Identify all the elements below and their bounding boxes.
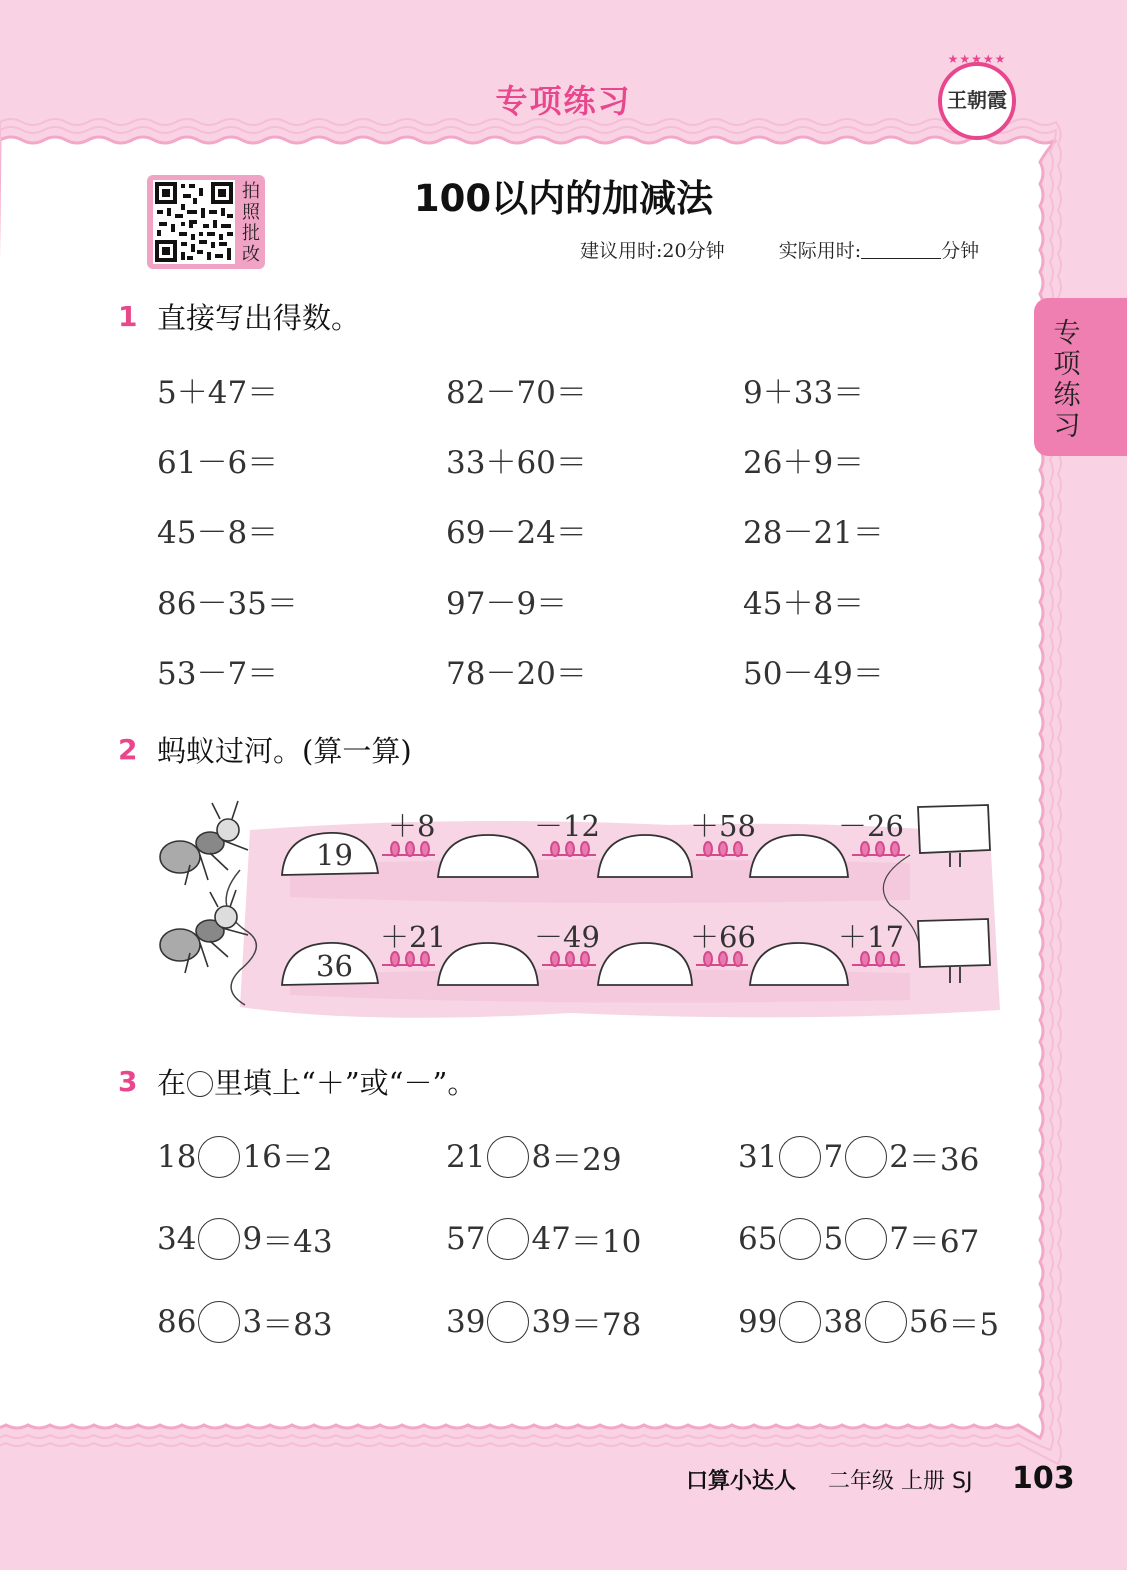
problem: 61－6＝ xyxy=(157,445,279,481)
ant-op: －49 xyxy=(534,920,600,954)
fill-problem: 34 9 ＝43 xyxy=(157,1216,333,1261)
fill-problem: 31 7 2 ＝36 xyxy=(738,1134,979,1179)
answer-circle[interactable] xyxy=(779,1301,821,1343)
page-title: 100以内的加减法 xyxy=(413,177,714,220)
logo-text: 王朝霞 xyxy=(947,88,1007,112)
problem: 5＋47＝ xyxy=(157,375,279,411)
problem: 33＋60＝ xyxy=(446,445,587,481)
problem: 45＋8＝ xyxy=(743,586,865,622)
problem: 53－7＝ xyxy=(157,656,279,692)
fill-problem: 39 39 ＝78 xyxy=(446,1299,641,1344)
time-line xyxy=(580,236,979,263)
answer-circle[interactable] xyxy=(198,1301,240,1343)
section-3-title-part: 里填上“＋”或“－”。 xyxy=(214,1066,477,1100)
problem: 45－8＝ xyxy=(157,515,279,551)
fill-problem: 99 38 56 ＝5 xyxy=(738,1299,999,1344)
actual-time-blank[interactable] xyxy=(861,240,941,259)
ant-op: －26 xyxy=(838,809,904,843)
actual-time-unit: 分钟 xyxy=(941,240,980,262)
footer-book-info xyxy=(686,1464,972,1495)
header-title: 专项练习 xyxy=(495,82,632,120)
answer-circle[interactable] xyxy=(198,1136,240,1178)
problem: 86－35＝ xyxy=(157,586,298,622)
footer-grade: 二年级 上册 SJ xyxy=(828,1469,973,1494)
ant-op: ＋17 xyxy=(838,920,904,954)
qr-label: 拍照批改 xyxy=(242,181,260,265)
page-number: 103 xyxy=(1012,1461,1075,1496)
answer-circle[interactable] xyxy=(779,1218,821,1260)
ant-row-2-start: 36 xyxy=(316,949,353,983)
problem: 78－20＝ xyxy=(446,656,587,692)
answer-circle[interactable] xyxy=(845,1218,887,1260)
answer-circle[interactable] xyxy=(198,1218,240,1260)
side-tab[interactable] xyxy=(1034,298,1127,456)
answer-circle[interactable] xyxy=(487,1301,529,1343)
problem: 50－49＝ xyxy=(743,656,884,692)
section-3-title-part: 在 xyxy=(157,1066,187,1100)
problem: 9＋33＝ xyxy=(743,375,865,411)
section-1-title: 直接写出得数。 xyxy=(157,301,361,335)
problem: 97－9＝ xyxy=(446,586,568,622)
actual-time-label: 实际用时: xyxy=(778,240,862,262)
section-2-title: 蚂蚁过河。(算一算) xyxy=(157,734,412,768)
footer-book-name: 口算小达人 xyxy=(686,1469,797,1494)
answer-circle[interactable] xyxy=(865,1301,907,1343)
side-tab-label: 专项练习 xyxy=(1053,318,1081,442)
brand-logo xyxy=(938,52,1016,140)
answer-circle[interactable] xyxy=(779,1136,821,1178)
fill-problem: 21 8 ＝29 xyxy=(446,1134,622,1179)
ant-op: ＋58 xyxy=(690,809,756,843)
problem: 26＋9＝ xyxy=(743,445,865,481)
problem: 82－70＝ xyxy=(446,375,587,411)
answer-circle[interactable] xyxy=(487,1136,529,1178)
ant-row-1-start: 19 xyxy=(316,838,353,872)
ant-icon xyxy=(160,890,248,973)
section-2-number: 2 xyxy=(118,733,138,766)
problem: 69－24＝ xyxy=(446,515,587,551)
ant-op: －12 xyxy=(534,809,600,843)
answer-circle[interactable] xyxy=(845,1136,887,1178)
logo-stars: ★★★★★ xyxy=(947,52,1007,66)
answer-circle[interactable] xyxy=(487,1218,529,1260)
fill-problem: 57 47 ＝10 xyxy=(446,1216,641,1261)
ant-icon xyxy=(160,801,248,885)
section-3-number: 3 xyxy=(118,1065,138,1098)
ant-op: ＋66 xyxy=(690,920,756,954)
suggested-time: 建议用时:20分钟 xyxy=(580,240,725,262)
section-3-title xyxy=(157,1061,476,1102)
section-1-number: 1 xyxy=(118,300,138,333)
ant-op: ＋21 xyxy=(380,920,446,954)
fill-problem: 65 5 7 ＝67 xyxy=(738,1216,979,1261)
ant-op: ＋8 xyxy=(388,809,436,843)
fill-problem: 86 3 ＝83 xyxy=(157,1299,333,1344)
problem: 28－21＝ xyxy=(743,515,884,551)
fill-problem: 18 16 ＝2 xyxy=(157,1134,333,1179)
circle-icon xyxy=(187,1071,213,1097)
